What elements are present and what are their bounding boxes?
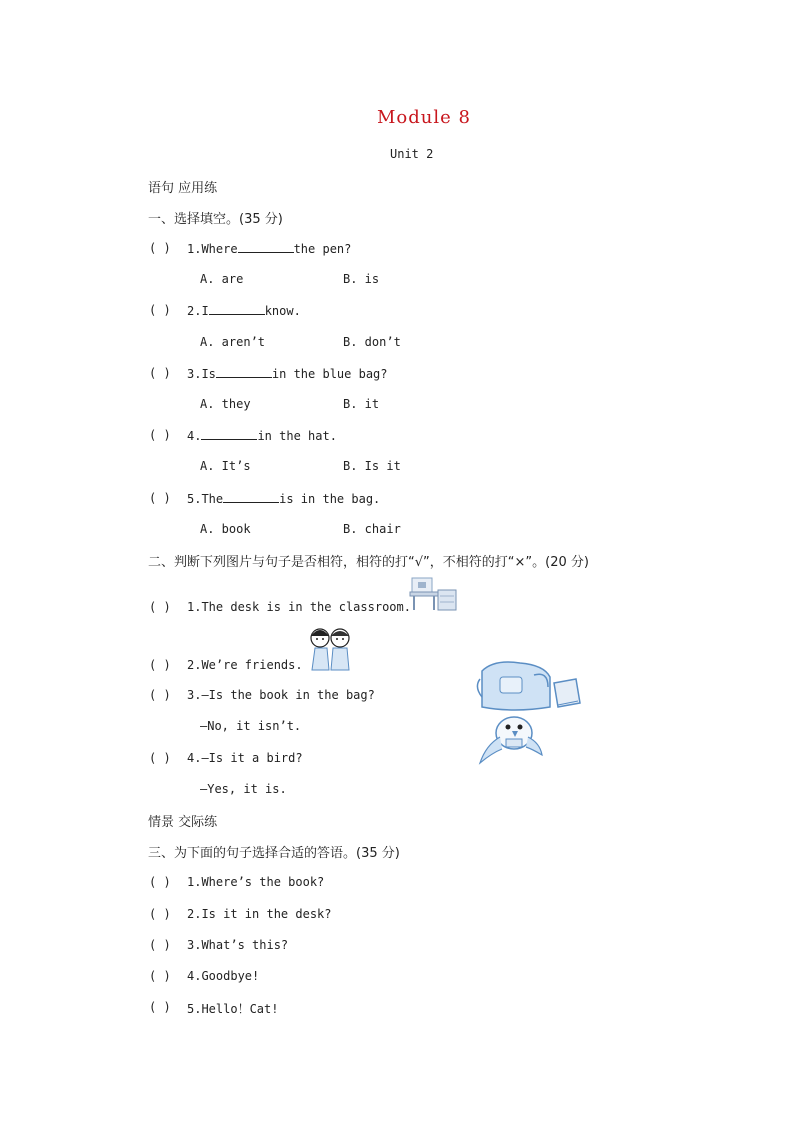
friends-icon — [303, 624, 357, 672]
statement-2: 2.We’re friends. — [187, 658, 303, 672]
option-a[interactable]: A. they — [200, 397, 251, 411]
answer-paren[interactable]: ( ) — [149, 491, 171, 505]
question-text-pre: 5.The — [187, 492, 224, 506]
question-4 — [187, 428, 337, 443]
page-subtitle: Unit 2 — [390, 147, 434, 161]
dialogue-5: 5.Hello！Cat! — [187, 1002, 279, 1016]
statement-1: 1.The desk is in the classroom. — [187, 600, 411, 614]
answer-paren[interactable]: ( ) — [149, 1000, 171, 1014]
answer-paren[interactable]: ( ) — [149, 241, 171, 255]
fill-blank[interactable] — [238, 241, 294, 253]
question-text-post: in the blue bag? — [271, 367, 388, 381]
dialogue-3: 3.What’s this? — [187, 938, 289, 952]
question-1 — [187, 241, 351, 256]
answer-paren[interactable]: ( ) — [149, 875, 171, 889]
option-a[interactable]: A. book — [200, 522, 251, 536]
section-tag-sentence-practice: 语句 应用练 — [148, 181, 218, 196]
option-a[interactable]: A. It’s — [200, 459, 251, 473]
answer-paren[interactable]: ( ) — [149, 969, 171, 983]
fill-blank[interactable] — [223, 491, 279, 503]
question-text-post: is in the bag. — [279, 492, 381, 506]
statement-4: 4.—Is it a bird? — [187, 751, 303, 765]
part3-heading: 三、为下面的句子选择合适的答语。(35 分) — [148, 846, 400, 861]
question-text-post: know. — [264, 304, 301, 318]
dialogue-1: 1.Where’s the book? — [187, 875, 325, 889]
fill-blank[interactable] — [209, 303, 265, 315]
fill-blank[interactable] — [216, 366, 272, 378]
statement-3-reply: —No, it isn’t. — [200, 719, 302, 733]
dialogue-4: 4.Goodbye! — [187, 969, 260, 983]
option-b[interactable]: B. chair — [343, 522, 401, 536]
question-text-post: the pen? — [293, 242, 352, 256]
option-a[interactable]: A. are — [200, 272, 244, 286]
question-text-pre: 4. — [187, 429, 202, 443]
statement-4-reply: —Yes, it is. — [200, 782, 287, 796]
question-2 — [187, 303, 301, 318]
part2-heading: 二、判断下列图片与句子是否相符，相符的打“√”，不相符的打“×”。(20 分) — [148, 555, 589, 570]
statement-3: 3.—Is the book in the bag? — [187, 688, 375, 702]
option-a[interactable]: A. aren’t — [200, 335, 266, 349]
desk-classroom-icon — [408, 576, 460, 614]
answer-paren[interactable]: ( ) — [149, 600, 171, 614]
answer-paren[interactable]: ( ) — [149, 428, 171, 442]
option-b[interactable]: B. don’t — [343, 335, 401, 349]
answer-paren[interactable]: ( ) — [149, 751, 171, 765]
answer-paren[interactable]: ( ) — [149, 907, 171, 921]
question-text-post: in the hat. — [257, 429, 337, 443]
answer-paren[interactable]: ( ) — [149, 366, 171, 380]
question-text-pre: 2.I — [187, 304, 209, 318]
fill-blank[interactable] — [201, 428, 257, 440]
answer-paren[interactable]: ( ) — [149, 658, 171, 672]
question-3 — [187, 366, 388, 381]
option-b[interactable]: B. Is it — [343, 459, 401, 473]
option-b[interactable]: B. it — [343, 397, 380, 411]
part1-heading: 一、选择填空。(35 分) — [148, 212, 283, 227]
option-b[interactable]: B. is — [343, 272, 380, 286]
section-tag-situation-practice: 情景 交际练 — [148, 815, 218, 830]
question-text-pre: 1.Where — [187, 242, 238, 256]
answer-paren[interactable]: ( ) — [149, 938, 171, 952]
question-5 — [187, 491, 380, 506]
question-text-pre: 3.Is — [187, 367, 216, 381]
answer-paren[interactable]: ( ) — [149, 688, 171, 702]
answer-paren[interactable]: ( ) — [149, 303, 171, 317]
bag-book-icon — [474, 657, 582, 713]
dialogue-2: 2.Is it in the desk? — [187, 907, 332, 921]
page-title: Module 8 — [377, 107, 471, 128]
bird-icon — [476, 709, 544, 771]
